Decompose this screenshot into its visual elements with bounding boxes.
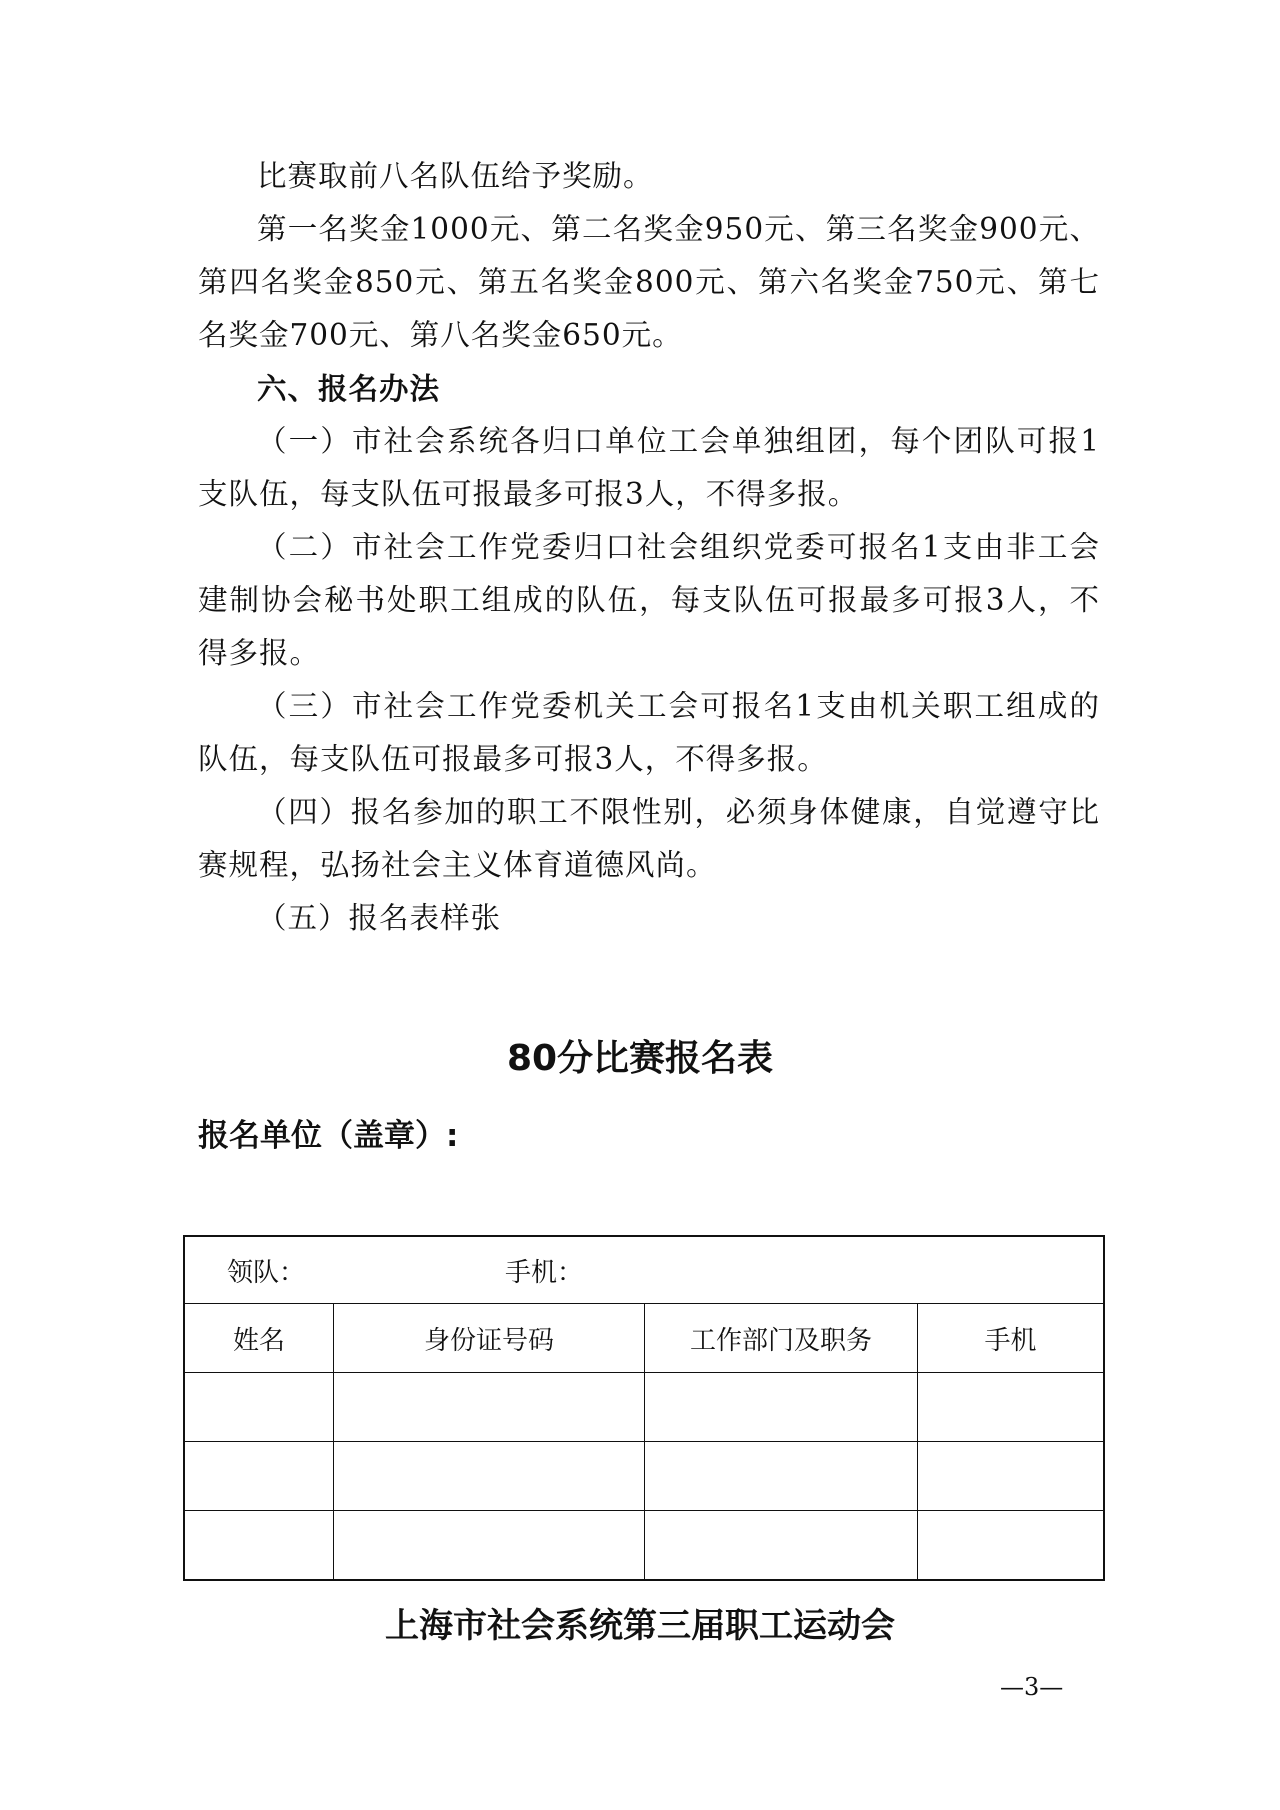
registration-table: [183, 1235, 1105, 1581]
cell-phone: [918, 1373, 1105, 1442]
cell-department: [645, 1511, 918, 1581]
cell-name: [184, 1442, 334, 1511]
table-row: [184, 1373, 1104, 1442]
form-title: 80分比赛报名表: [506, 1038, 774, 1079]
paragraph-rule-1: （一）市社会系统各归口单位工会单独组团，每个团队可报1支队伍，每支队伍可报最多可报3人，不得多报。: [198, 424, 1100, 511]
cell-name: [184, 1511, 334, 1581]
cell-name: [184, 1373, 334, 1442]
cell-phone: [918, 1442, 1105, 1511]
cell-id-number: [334, 1511, 645, 1581]
organizer-name: 上海市社会系统第三届职工运动会: [385, 1606, 895, 1646]
cell-department: [645, 1373, 918, 1442]
table-header-row: [184, 1304, 1104, 1373]
paragraph-rule-4: （四）报名参加的职工不限性别，必须身体健康，自觉遵守比赛规程，弘扬社会主义体育道德风尚。: [198, 795, 1100, 882]
column-header-department: 工作部门及职务: [645, 1304, 918, 1373]
column-header-phone: 手机: [918, 1304, 1105, 1373]
body-text: [198, 150, 1100, 945]
leader-cell: [184, 1236, 1104, 1304]
page-number: —3—: [1000, 1673, 1064, 1701]
leader-label: 领队：: [227, 1257, 306, 1288]
registration-unit-label: 报名单位（盖章）:: [198, 1118, 459, 1154]
leader-row: [184, 1236, 1104, 1304]
cell-id-number: [334, 1373, 645, 1442]
table-row: [184, 1442, 1104, 1511]
cell-phone: [918, 1511, 1105, 1581]
table-row: [184, 1511, 1104, 1581]
column-header-name: 姓名: [184, 1304, 334, 1373]
paragraph-awards-intro: 比赛取前八名队伍给予奖励。: [257, 159, 654, 193]
cell-department: [645, 1442, 918, 1511]
section-heading-registration: 六、报名办法: [257, 371, 441, 406]
leader-phone-label: 手机：: [505, 1257, 584, 1288]
paragraph-prize-amounts: 第一名奖金1000元、第二名奖金950元、第三名奖金900元、第四名奖金850元、第五名奖金800元、第六名奖金750元、第七名奖金700元、第八名奖金650元。: [198, 212, 1100, 352]
column-header-id-number: 身份证号码: [334, 1304, 645, 1373]
paragraph-rule-5: （五）报名表样张: [257, 901, 502, 935]
paragraph-rule-3: （三）市社会工作党委机关工会可报名1支由机关职工组成的队伍，每支队伍可报最多可报3人，不得多报。: [198, 689, 1100, 776]
paragraph-rule-2: （二）市社会工作党委归口社会组织党委可报名1支由非工会建制协会秘书处职工组成的队伍，每支队伍可报最多可报3人，不得多报。: [198, 530, 1100, 670]
cell-id-number: [334, 1442, 645, 1511]
